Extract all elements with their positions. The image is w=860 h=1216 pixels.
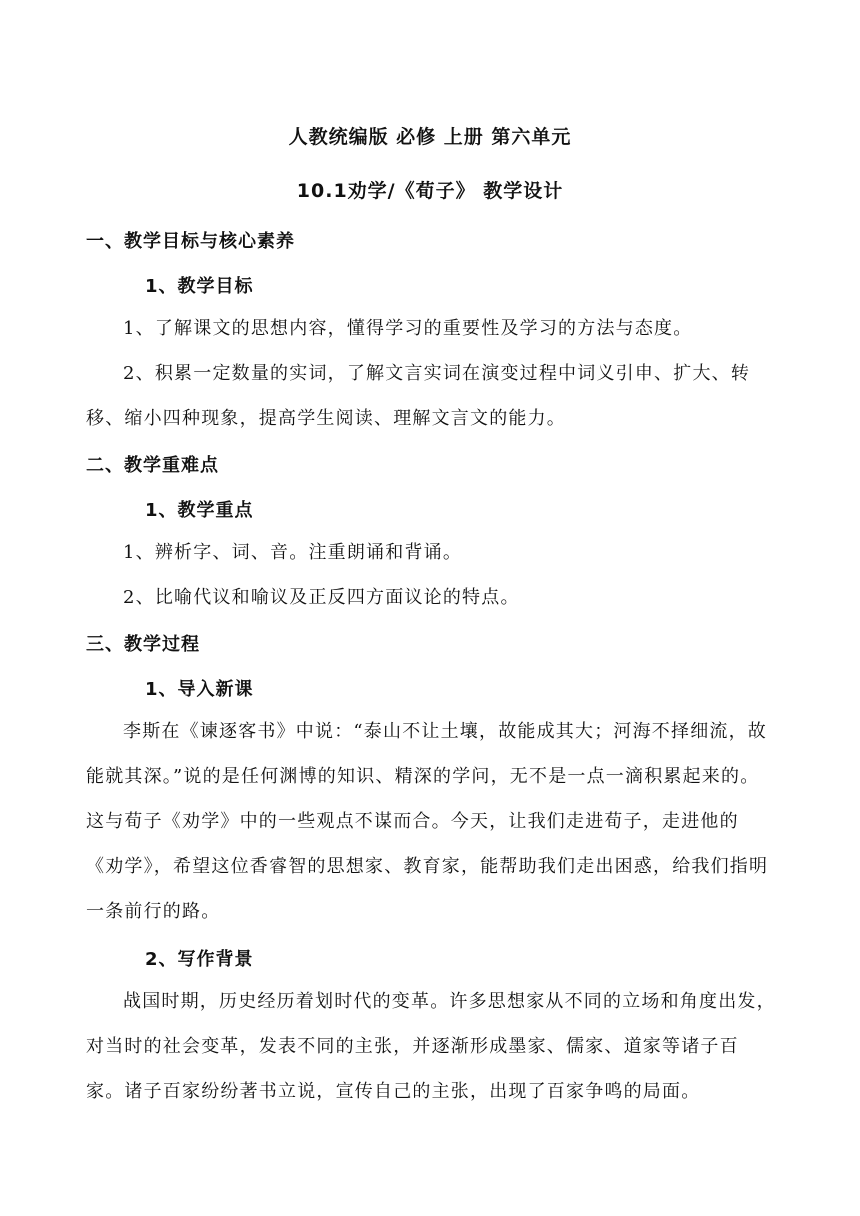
subheading-teaching-goals: 1、教学目标 <box>145 276 254 297</box>
subheading-key-points: 1、教学重点 <box>145 500 254 521</box>
section-heading-2: 二、教学重难点 <box>86 455 219 476</box>
paragraph-key-2: 2、比喻代议和喻议及正反四方面议论的特点。 <box>123 587 520 608</box>
section-heading-1: 一、教学目标与核心素养 <box>86 231 295 252</box>
section-heading-3: 三、教学过程 <box>86 634 200 655</box>
doc-header-line1: 人教统编版 必修 上册 第六单元 <box>288 126 572 148</box>
paragraph-goal-2: 2、积累一定数量的实词，了解文言实词在演变过程中词义引申、扩大、转移、缩小四种现象，提高学生阅读、理解文言文的能力。 <box>86 363 751 429</box>
paragraph-background: 战国时期，历史经历着划时代的变革。许多思想家从不同的立场和角度出发，对当时的社会变革，发表不同的主张，并逐渐形成墨家、儒家、道家等诸子百家。诸子百家纷纷著书立说，宣传自己的主张，出现了百家争鸣的局面。 <box>86 991 776 1102</box>
paragraph-introduction: 李斯在《谏逐客书》中说：“泰山不让土壤，故能成其大；河海不择细流，故能就其深。”说的是任何渊博的知识、精深的学问，无不是一点一滴积累起来的。这与荀子《劝学》中的一些观点不谋而合。今天，让我们走进荀子，走进他的《劝学》，希望这位香睿智的思想家、教育家，能帮助我们走出困惑，给我们指明一条前行的路。 <box>86 721 769 922</box>
subheading-introduction: 1、导入新课 <box>145 679 254 700</box>
subheading-background: 2、写作背景 <box>145 949 254 970</box>
paragraph-goal-1: 1、了解课文的思想内容，懂得学习的重要性及学习的方法与态度。 <box>123 318 693 339</box>
paragraph-key-1: 1、辨析字、词、音。注重朗诵和背诵。 <box>123 542 463 563</box>
doc-title: 10.1劝学/《荀子》 教学设计 <box>296 180 564 202</box>
